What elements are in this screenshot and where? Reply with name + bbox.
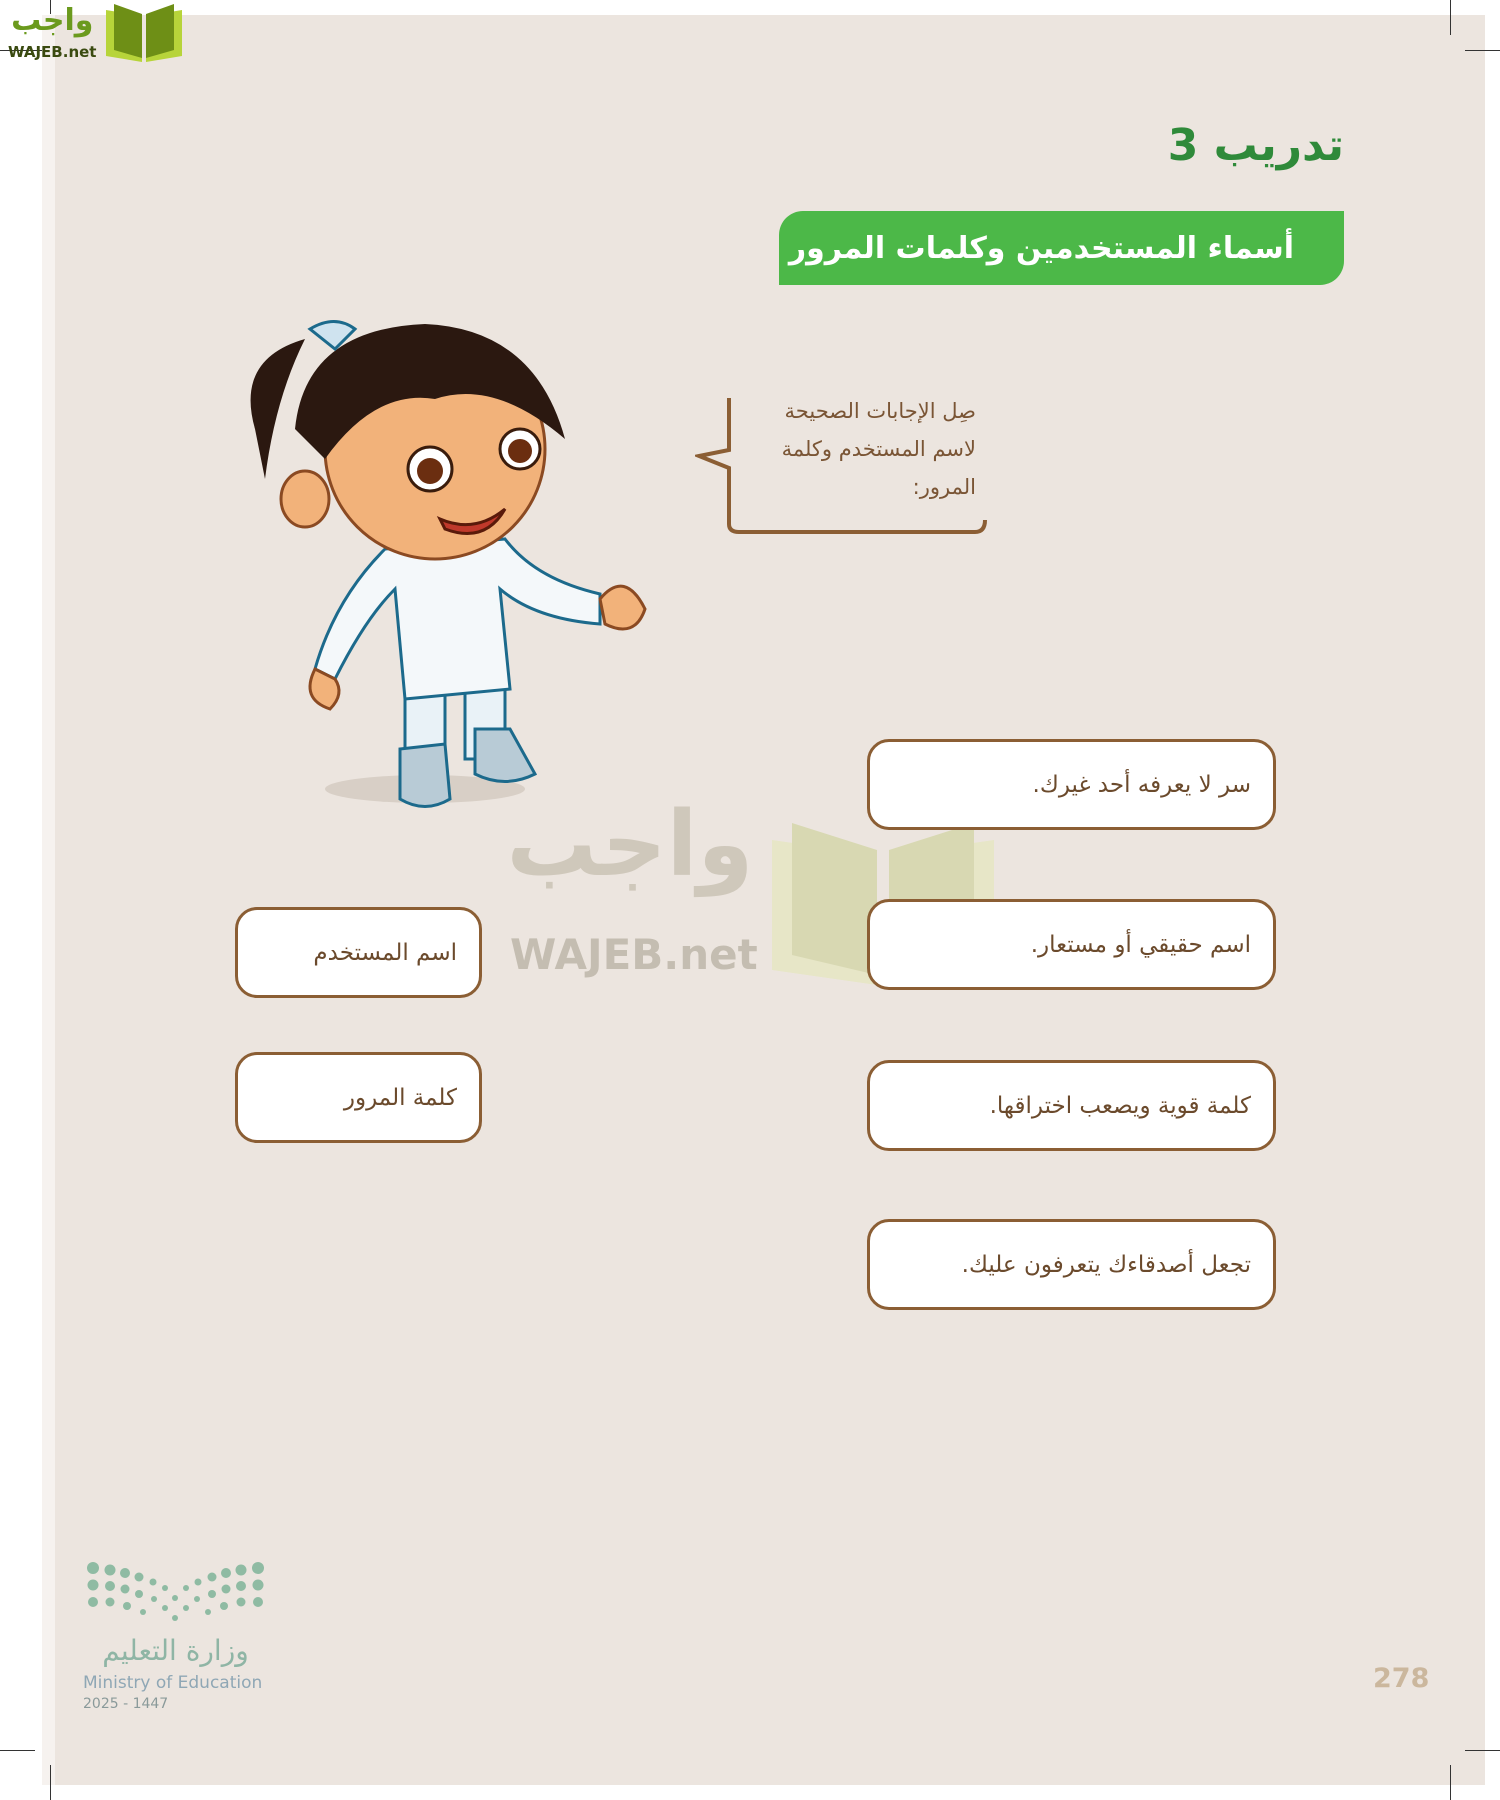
logo-english: WAJEB.net xyxy=(8,43,97,61)
term-text: كلمة المرور xyxy=(343,1084,457,1111)
term-password[interactable] xyxy=(235,1052,482,1143)
exercise-title: تدريب 3 xyxy=(1167,120,1344,171)
instruction-text: صِل الإجابات الصحيحة لاسم المستخدم وكلمة المرور: xyxy=(781,399,976,499)
ministry-year: 2025 - 1447 xyxy=(83,1696,169,1712)
page-number: 278 xyxy=(1373,1663,1430,1694)
ministry-logo xyxy=(83,1560,268,1714)
answer-option-2[interactable] xyxy=(867,899,1276,990)
ministry-english: Ministry of Education xyxy=(83,1673,263,1693)
answer-option-1[interactable] xyxy=(867,739,1276,830)
page-margin xyxy=(42,15,55,1785)
option-text: سر لا يعرفه أحد غيرك. xyxy=(1032,771,1251,798)
term-text: اسم المستخدم xyxy=(313,939,457,966)
book-icon xyxy=(104,0,184,62)
crop-mark xyxy=(1450,1765,1451,1800)
crop-mark xyxy=(50,1765,51,1800)
wajeb-logo[interactable] xyxy=(8,0,184,62)
ministry-dots-icon xyxy=(83,1560,268,1622)
section-banner: أسماء المستخدمين وكلمات المرور xyxy=(779,211,1344,285)
watermark-arabic: واجب xyxy=(506,792,754,897)
answer-option-3[interactable] xyxy=(867,1060,1276,1151)
term-username[interactable] xyxy=(235,907,482,998)
option-text: اسم حقيقي أو مستعار. xyxy=(1030,931,1251,958)
crop-mark xyxy=(1465,50,1500,51)
option-text: كلمة قوية ويصعب اختراقها. xyxy=(989,1092,1251,1119)
answer-option-4[interactable] xyxy=(867,1219,1276,1310)
girl-character-illustration xyxy=(235,319,665,814)
crop-mark xyxy=(1450,0,1451,35)
ministry-arabic: وزارة التعليم xyxy=(102,1634,249,1667)
crop-mark xyxy=(0,1750,35,1751)
watermark-english: WAJEB.net xyxy=(510,930,758,979)
option-text: تجعل أصدقاءك يتعرفون عليك. xyxy=(961,1251,1251,1278)
crop-mark xyxy=(1465,1750,1500,1751)
logo-arabic: واجب xyxy=(11,3,94,38)
